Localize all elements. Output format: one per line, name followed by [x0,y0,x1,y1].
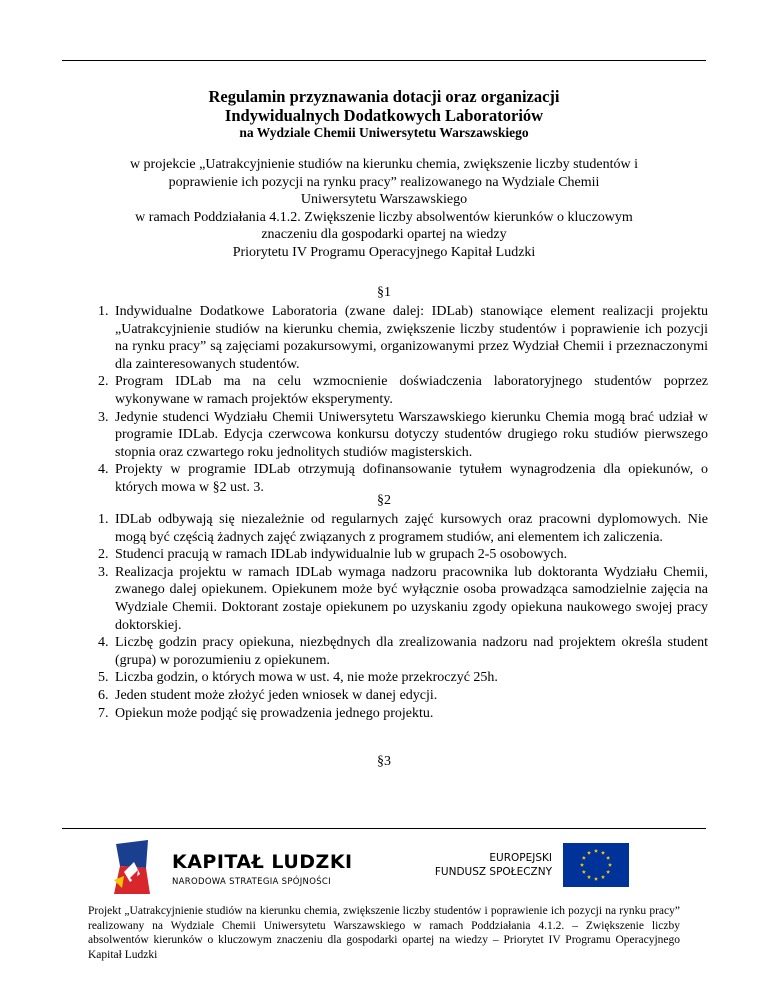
project-line: w ramach Poddziałania 4.1.2. Zwiększenie liczby absolwentów kierunków o kluczowym [135,209,633,225]
kapital-ludzki-logo-icon [110,838,174,898]
project-line: Priorytetu IV Programu Operacyjnego Kapitał Ludzki [232,244,536,260]
list-item: 3. Jedynie studenci Wydziału Chemii Uniwersytetu Warszawskiego kierunku Chemia mogą brać udział w programie IDLab. Edycja czerwcowa konkursu dotyczy studentów drugiego roku studiów pierwszego stopnia oraz czwartego roku jednolitych studiów magisterskich. [98,409,708,460]
efs-label-line1: EUROPEJSKI [489,852,552,864]
list-item: 2. Studenci pracują w ramach IDLab indywidualnie lub w grupach 2-5 osobowych. [98,547,568,563]
header-rule [62,60,706,61]
project-line: Uniwersytetu Warszawskiego [300,192,468,208]
section-heading: §3 [377,754,391,769]
list-item: 4. Liczbę godzin pracy opiekuna, niezbędnych dla zrealizowania nadzoru nad projektem określa student (grupa) w porozumieniu z opiekunem. [98,635,708,668]
section-1-list [60,303,708,497]
list-item: 1. IDLab odbywają się niezależnie od regularnych zajęć kursowych oraz pracowni dyplomowych. Nie mogą być częścią żadnych zajęć związanych z programem studiów, ani elementem ich zaliczenia. [98,512,708,545]
kapital-ludzki-subtitle: NARODOWA STRATEGIA SPÓJNOŚCI [172,877,331,887]
footer-rule [62,828,706,829]
list-item: 6. Jeden student może złożyć jeden wniosek w danej edycji. [98,687,438,703]
kapital-ludzki-title: KAPITAŁ LUDZKI [172,851,353,873]
doc-title-line2: Indywidualnych Dodatkowych Laboratoriów [224,106,544,125]
list-item: 1. Indywidualne Dodatkowe Laboratoria (zwane dalej: IDLab) stanowiące element realizacji projektu „Uatrakcyjnienie studiów na kierunku chemia, zwiększenie liczby studentów i poprawienie ich pozycji na rynku pracy” są zajęciami pozakursowymi, organizowanymi przez Wydział Chemii i przeznaczonymi dla zainteresowanych studentów. [98,304,708,372]
list-item: 7. Opiekun może podjąć się prowadzenia jednego projektu. [98,705,434,721]
list-item: 2. Program IDLab ma na celu wzmocnienie doświadczenia laboratoryjnego studentów poprzez wykonywane w ramach projektów eksperymenty. [98,374,708,407]
doc-title-line1: Regulamin przyznawania dotacji oraz organizacji [208,87,560,106]
efs-label-line2: FUNDUSZ SPOŁECZNY [434,866,552,878]
list-item: 5. Liczba godzin, o których mowa w ust. 4, nie może przekroczyć 25h. [98,670,498,686]
project-line: znaczeniu dla gospodarki opartej na wiedzy [261,227,507,243]
eu-flag-icon [563,843,629,887]
project-description [80,156,688,262]
section-heading: §1 [377,285,391,300]
footer-project-note: Projekt „Uatrakcyjnienie studiów na kierunku chemia, zwiększenie liczby studentów i poprawienie ich pozycji na rynku pracy” realizowany na Wydziale Chemii Uniwersytetu Warszawskiego w ramach Poddziałania 4.1.2. – Zwiększenie liczby absolwentów kierunków o kluczowym znaczeniu dla gospodarki opartej na wiedzy – Priorytet IV Programu Operacyjnego Kapitał Ludzki [88,905,680,961]
list-item: 3. Realizacja projektu w ramach IDLab wymaga nadzoru pracownika lub doktoranta Wydziału Chemii, zwanego dalej opiekunem. Opiekunem może być wyłącznie osoba prowadząca samodzielnie zajęcia na Wydziale Chemii. Doktorant zostaje opiekunem po uzyskaniu zgody opiekuna naukowego swojej pracy doktorskiej. [98,564,708,633]
project-line: w projekcie „Uatrakcyjnienie studiów na kierunku chemia, zwiększenie liczby studentów i [129,157,639,172]
project-line: poprawienie ich pozycji na rynku pracy” realizowanego na Wydziale Chemii [168,174,600,190]
section-heading: §2 [377,493,391,508]
doc-title-line3: na Wydziale Chemii Uniwersytetu Warszawskiego [239,125,529,140]
section-2-list [60,511,708,722]
list-item: 4. Projekty w programie IDLab otrzymują dofinansowanie tytułem wynagrodzenia dla opiekunów, o których mowa w §2 ust. 3. [98,462,708,495]
